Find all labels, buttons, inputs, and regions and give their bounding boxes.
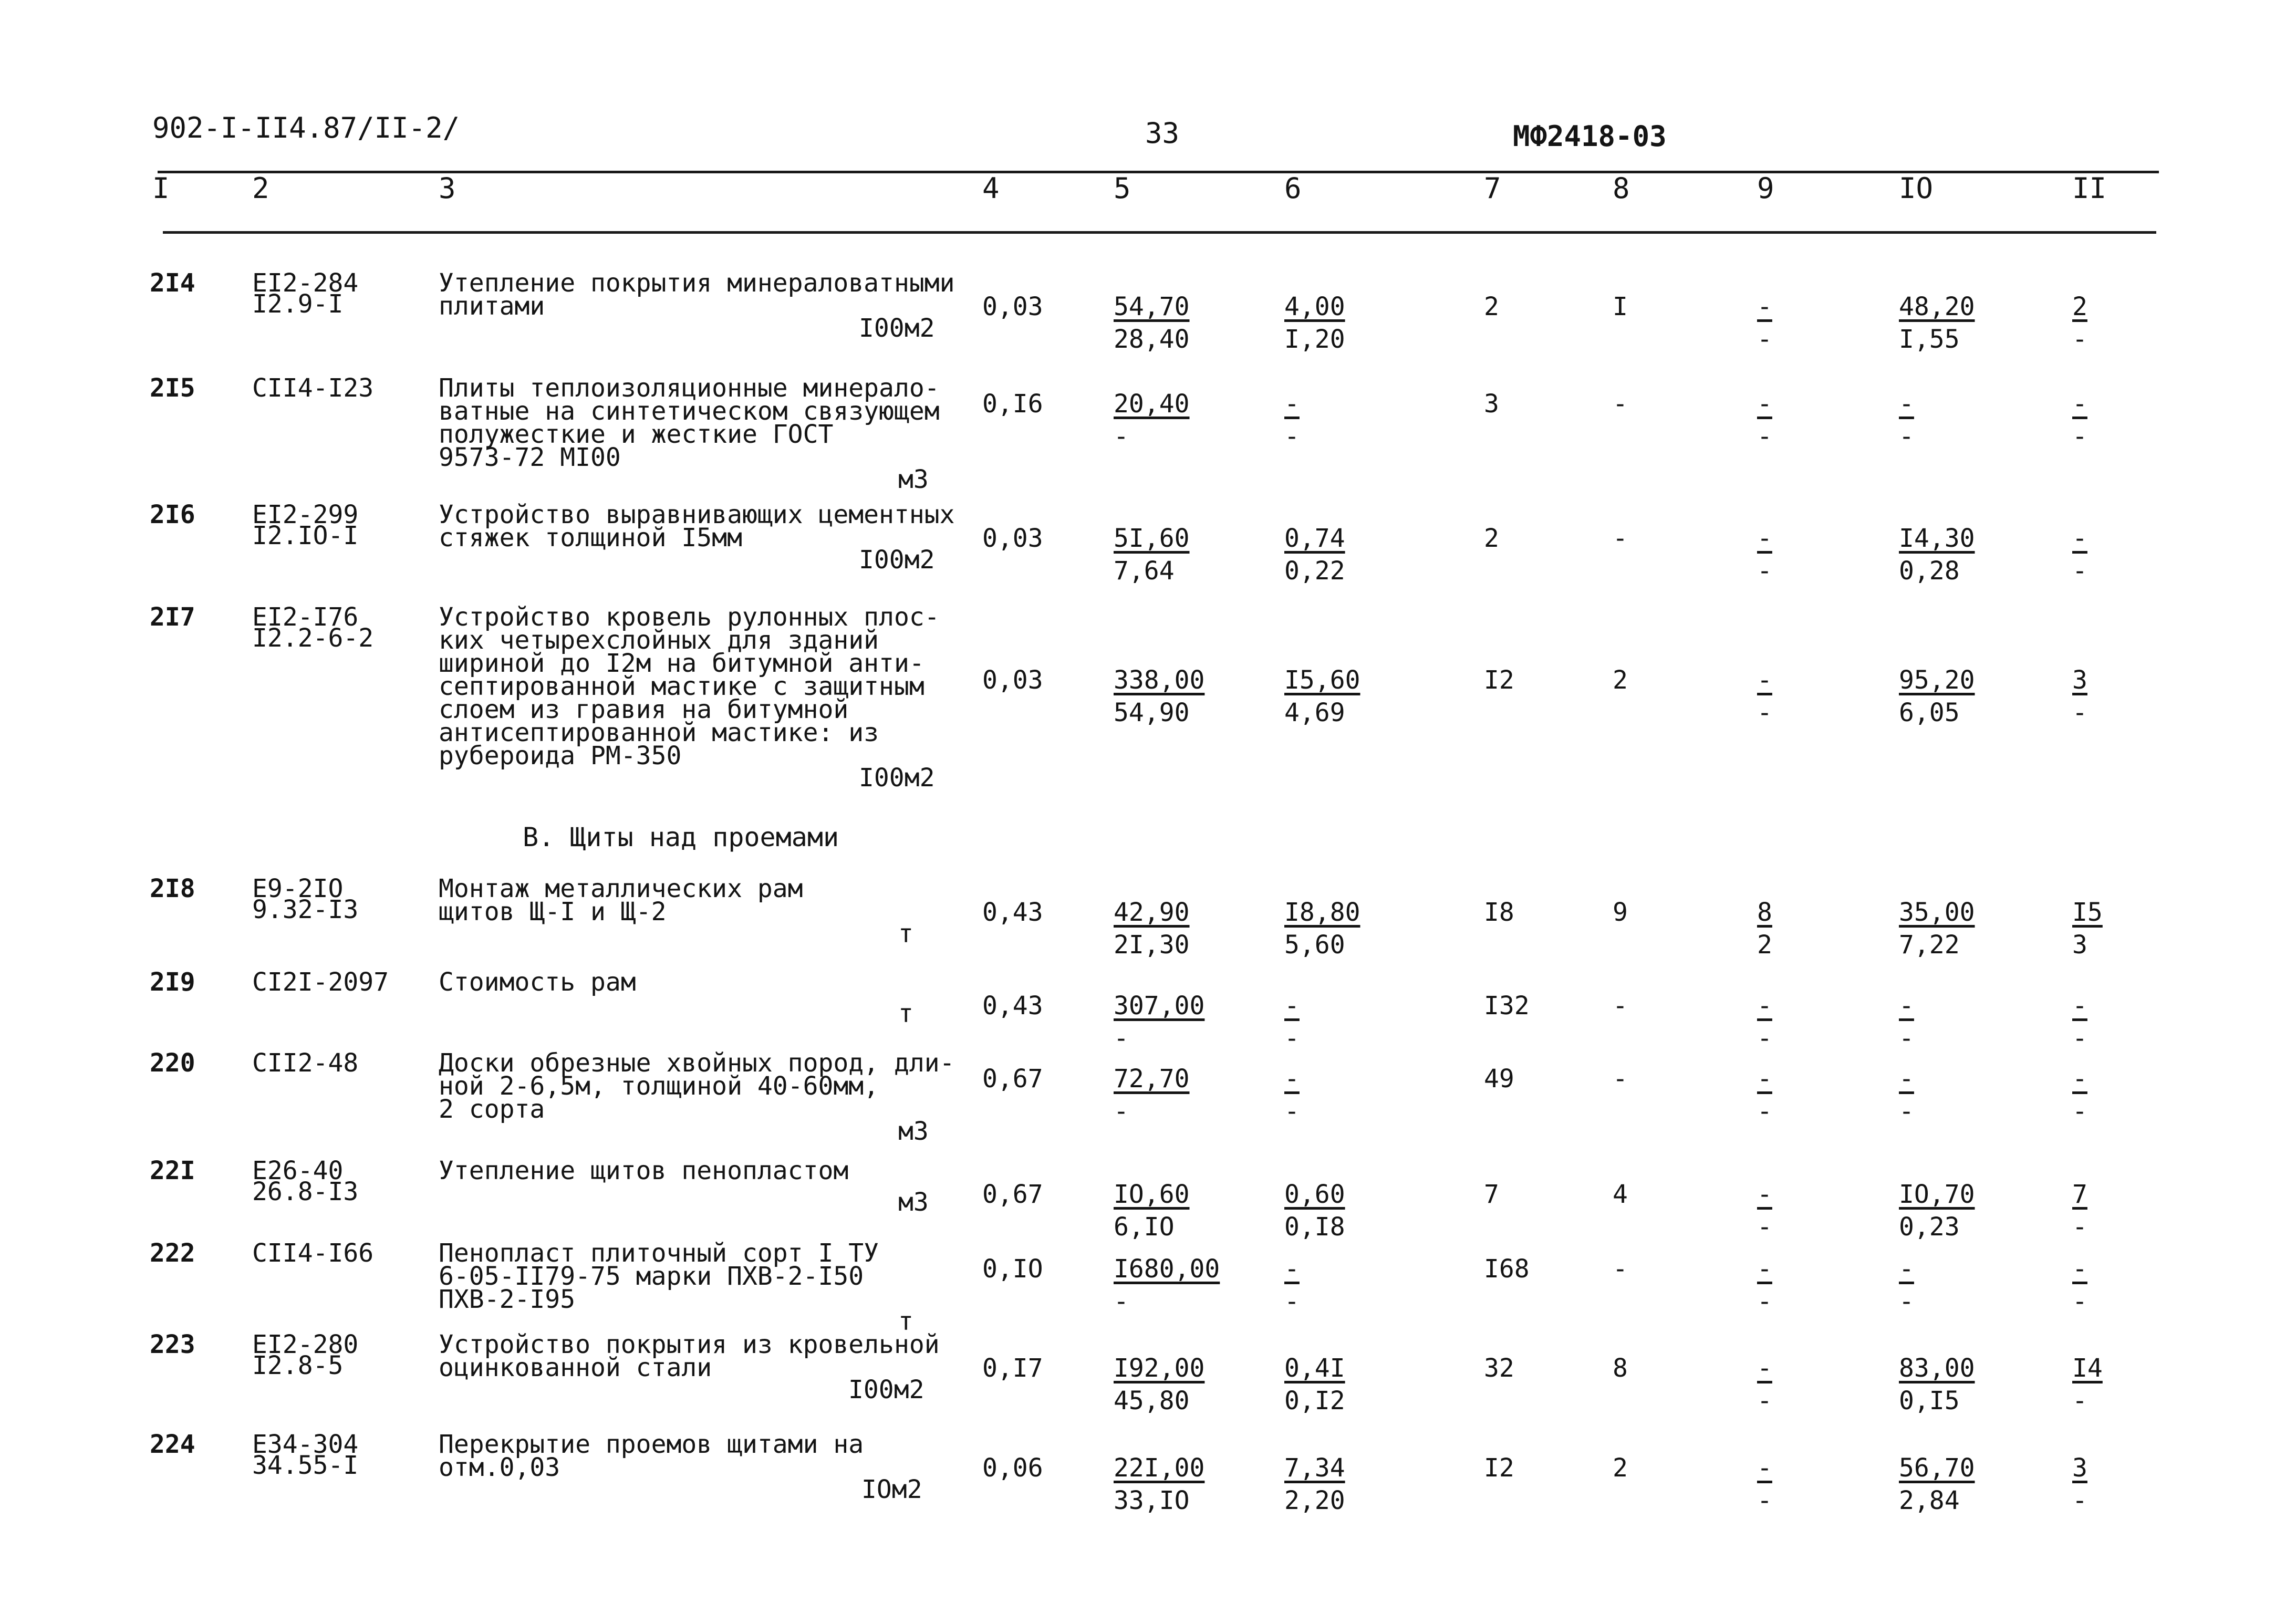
- cost-value-lower: -: [1899, 422, 1914, 451]
- resource-code: EI2-284: [252, 268, 359, 298]
- quantity: 0,43: [982, 898, 1043, 927]
- total-value: I8: [1484, 898, 1514, 927]
- cost-value-lower: I,20: [1284, 325, 1345, 354]
- cost-value: -: [1284, 389, 1300, 419]
- total-value: -: [1613, 524, 1628, 553]
- cost-value: 4,00: [1284, 292, 1345, 321]
- cost-value: 42,90: [1114, 898, 1190, 927]
- quantity: 0,67: [982, 1064, 1043, 1094]
- total-value: I2: [1484, 1453, 1514, 1483]
- description-line: Монтаж металлических рам: [439, 874, 803, 903]
- cost-value: 22I,00: [1114, 1453, 1205, 1483]
- cost-value: 20,40: [1114, 389, 1190, 419]
- cost-value: 83,00: [1899, 1354, 1975, 1383]
- description-line: рубероида РМ-350: [439, 741, 682, 771]
- description-line: шириной до I2м на битумной анти-: [439, 649, 924, 678]
- cost-value: I4: [2072, 1354, 2103, 1383]
- total-value: 32: [1484, 1354, 1514, 1383]
- description-line: стяжек толщиной I5мм: [439, 523, 742, 553]
- cost-value-lower: 2: [1757, 930, 1772, 960]
- cost-value-lower: -: [1757, 1386, 1772, 1416]
- description-line: полужесткие и жесткие ГОСТ: [439, 420, 834, 449]
- cost-value: 7: [2072, 1180, 2087, 1209]
- cost-value-lower: 33,IO: [1114, 1486, 1190, 1515]
- header-bottom-rule: [163, 231, 2156, 234]
- description-line: 9573-72 МI00: [439, 443, 621, 472]
- description-line: слоем из гравия на битумной: [439, 695, 849, 724]
- cost-value-lower: -: [1899, 1024, 1914, 1053]
- row-number: 2I6: [150, 500, 195, 529]
- cost-value: I5,60: [1284, 665, 1360, 695]
- cost-value: 0,60: [1284, 1180, 1345, 1209]
- column-number: II: [2072, 172, 2107, 205]
- row-number: 220: [150, 1048, 195, 1078]
- total-value: 9: [1613, 898, 1628, 927]
- resource-code: 26.8-I3: [252, 1177, 359, 1206]
- resource-code: 9.32-I3: [252, 895, 359, 924]
- resource-code: EI2-I76: [252, 602, 359, 632]
- quantity: 0,I6: [982, 389, 1043, 419]
- cost-value-lower: 6,05: [1899, 698, 1960, 727]
- cost-value: -: [2072, 389, 2087, 419]
- cost-value: -: [1757, 1254, 1772, 1284]
- cost-value-lower: -: [1757, 1097, 1772, 1126]
- cost-value-lower: -: [1114, 422, 1129, 451]
- section-title: В. Щиты над проемами: [523, 822, 839, 852]
- cost-value-lower: I,55: [1899, 325, 1960, 354]
- cost-value: 0,4I: [1284, 1354, 1345, 1383]
- quantity: 0,IO: [982, 1254, 1043, 1284]
- description-line: антисептированной мастике: из: [439, 718, 879, 747]
- cost-value-lower: -: [1757, 556, 1772, 586]
- column-number: 9: [1757, 172, 1774, 205]
- cost-value-lower: 7,22: [1899, 930, 1960, 960]
- description-line: Утепление щитов пенопластом: [439, 1156, 849, 1185]
- cost-value-lower: 2,84: [1899, 1486, 1960, 1515]
- description-line: 2 сорта: [439, 1095, 545, 1124]
- description-line: ких четырехслойных для зданий: [439, 626, 879, 655]
- cost-value-lower: -: [1757, 698, 1772, 727]
- total-value: I2: [1484, 665, 1514, 695]
- description-line: щитов Щ-I и Щ-2: [439, 897, 667, 927]
- description-line: септированной мастике с защитным: [439, 672, 924, 701]
- cost-value: 95,20: [1899, 665, 1975, 695]
- cost-value-lower: -: [2072, 1024, 2087, 1053]
- description-line: Доски обрезные хвойных пород, дли-: [439, 1048, 955, 1078]
- unit: т: [898, 1307, 913, 1336]
- resource-code: 34.55-I: [252, 1451, 359, 1480]
- cost-value-lower: -: [2072, 422, 2087, 451]
- cost-value: 35,00: [1899, 898, 1975, 927]
- cost-value: 8: [1757, 898, 1772, 927]
- resource-code: I2.2-6-2: [252, 623, 374, 653]
- cost-value: -: [2072, 1254, 2087, 1284]
- cost-value-lower: 4,69: [1284, 698, 1345, 727]
- cost-value: 2: [2072, 292, 2087, 321]
- cost-value: -: [1899, 991, 1914, 1021]
- description-line: Перекрытие проемов щитами на: [439, 1430, 864, 1459]
- cost-value: -: [1757, 1354, 1772, 1383]
- total-value: 2: [1613, 1453, 1628, 1483]
- row-number: 2I7: [150, 602, 195, 632]
- cost-value-lower: 28,40: [1114, 325, 1190, 354]
- cost-value: 7,34: [1284, 1453, 1345, 1483]
- total-value: 8: [1613, 1354, 1628, 1383]
- cost-value-lower: -: [2072, 325, 2087, 354]
- description-line: оцинкованной стали: [439, 1353, 712, 1382]
- total-value: 3: [1484, 389, 1499, 419]
- quantity: 0,03: [982, 524, 1043, 553]
- cost-value-lower: -: [1899, 1287, 1914, 1316]
- resource-code: CI2I-2097: [252, 967, 389, 997]
- unit: т: [898, 999, 913, 1028]
- total-value: -: [1613, 389, 1628, 419]
- column-number: 8: [1613, 172, 1630, 205]
- cost-value: 54,70: [1114, 292, 1190, 321]
- cost-value-lower: -: [1757, 1486, 1772, 1515]
- cost-value-lower: -: [2072, 1486, 2087, 1515]
- description-line: Устройство покрытия из кровельной: [439, 1330, 940, 1359]
- cost-value: -: [1899, 389, 1914, 419]
- unit: м3: [898, 1188, 929, 1217]
- resource-code: CII4-I23: [252, 373, 374, 403]
- cost-value-lower: -: [1284, 1287, 1300, 1316]
- cost-value: 48,20: [1899, 292, 1975, 321]
- quantity: 0,03: [982, 665, 1043, 695]
- cost-value: -: [1757, 1453, 1772, 1483]
- cost-value-lower: -: [1284, 1024, 1300, 1053]
- total-value: I68: [1484, 1254, 1530, 1284]
- quantity: 0,67: [982, 1180, 1043, 1209]
- description-line: ной 2-6,5м, толщиной 40-60мм,: [439, 1071, 879, 1101]
- cost-value: -: [1757, 1180, 1772, 1209]
- description-line: Стоимость рам: [439, 967, 636, 997]
- description-line: 6-05-II79-75 марки ПХВ-2-I50: [439, 1262, 864, 1291]
- description-line: Утепление покрытия минераловатными: [439, 268, 955, 298]
- resource-code: E9-2IO: [252, 874, 344, 903]
- cost-value-lower: -: [2072, 556, 2087, 586]
- cost-value-lower: -: [1757, 1287, 1772, 1316]
- resource-code: EI2-299: [252, 500, 359, 529]
- cost-value: -: [2072, 1064, 2087, 1094]
- cost-value: -: [1284, 991, 1300, 1021]
- document-stamp: МФ2418-03: [1513, 120, 1667, 153]
- row-number: 2I5: [150, 373, 195, 403]
- cost-value: -: [1757, 524, 1772, 553]
- cost-value-lower: 6,IO: [1114, 1212, 1175, 1242]
- cost-value-lower: 0,I8: [1284, 1212, 1345, 1242]
- description-line: Устройство выравнивающих цементных: [439, 500, 955, 529]
- cost-value: -: [1899, 1254, 1914, 1284]
- description-line: Плиты теплоизоляционные минерало-: [439, 373, 940, 403]
- total-value: 2: [1484, 292, 1499, 321]
- resource-code: E34-304: [252, 1430, 359, 1459]
- cost-value: -: [1757, 292, 1772, 321]
- description-line: Пенопласт плиточный сорт I ТУ: [439, 1239, 879, 1268]
- cost-value: -: [2072, 991, 2087, 1021]
- cost-value: 338,00: [1114, 665, 1205, 695]
- row-number: 224: [150, 1430, 195, 1459]
- total-value: -: [1613, 1254, 1628, 1284]
- cost-value: 56,70: [1899, 1453, 1975, 1483]
- column-number: 3: [439, 172, 456, 205]
- cost-value: -: [1284, 1064, 1300, 1094]
- total-value: 7: [1484, 1180, 1499, 1209]
- cost-value-lower: 0,22: [1284, 556, 1345, 586]
- row-number: 2I9: [150, 967, 195, 997]
- total-value: 2: [1613, 665, 1628, 695]
- row-number: 222: [150, 1239, 195, 1268]
- quantity: 0,06: [982, 1453, 1043, 1483]
- cost-value-lower: -: [2072, 1287, 2087, 1316]
- cost-value-lower: -: [1757, 325, 1772, 354]
- unit: I00м2: [848, 1375, 924, 1404]
- cost-value-lower: -: [2072, 698, 2087, 727]
- cost-value: 72,70: [1114, 1064, 1190, 1094]
- resource-code: I2.8-5: [252, 1351, 344, 1380]
- description-line: плитами: [439, 292, 545, 321]
- resource-code: CII4-I66: [252, 1239, 374, 1268]
- cost-value: 0,74: [1284, 524, 1345, 553]
- total-value: I32: [1484, 991, 1530, 1021]
- resource-code: EI2-280: [252, 1330, 359, 1359]
- cost-value-lower: -: [1114, 1287, 1129, 1316]
- resource-code: CII2-48: [252, 1048, 359, 1078]
- cost-value-lower: -: [1757, 1212, 1772, 1242]
- page-number: 33: [1145, 117, 1180, 150]
- cost-value: 3: [2072, 1453, 2087, 1483]
- cost-value-lower: 0,23: [1899, 1212, 1960, 1242]
- cost-value-lower: -: [2072, 1097, 2087, 1126]
- cost-value-lower: 2I,30: [1114, 930, 1190, 960]
- cost-value-lower: 0,28: [1899, 556, 1960, 586]
- description-line: ПХВ-2-I95: [439, 1285, 576, 1314]
- total-value: I: [1613, 292, 1628, 321]
- cost-value-lower: -: [2072, 1386, 2087, 1416]
- unit: I00м2: [859, 314, 935, 343]
- column-number: 7: [1484, 172, 1501, 205]
- unit: I00м2: [859, 763, 935, 793]
- cost-value-lower: -: [1114, 1024, 1129, 1053]
- unit: т: [898, 919, 913, 949]
- quantity: 0,03: [982, 292, 1043, 321]
- cost-value-lower: 0,I2: [1284, 1386, 1345, 1416]
- total-value: 2: [1484, 524, 1499, 553]
- cost-value-lower: 54,90: [1114, 698, 1190, 727]
- row-number: 223: [150, 1330, 195, 1359]
- cost-value: -: [1757, 991, 1772, 1021]
- cost-value-lower: 45,80: [1114, 1386, 1190, 1416]
- cost-value: 307,00: [1114, 991, 1205, 1021]
- cost-value: -: [2072, 524, 2087, 553]
- cost-value: I92,00: [1114, 1354, 1205, 1383]
- unit: IOм2: [861, 1475, 922, 1504]
- description-line: Устройство кровель рулонных плос-: [439, 602, 940, 632]
- cost-value-lower: 7,64: [1114, 556, 1175, 586]
- cost-value-lower: 5,60: [1284, 930, 1345, 960]
- column-number: 4: [982, 172, 1000, 205]
- cost-value-lower: -: [2072, 1212, 2087, 1242]
- resource-code: E26-40: [252, 1156, 344, 1185]
- cost-value: -: [1757, 665, 1772, 695]
- cost-value: I8,80: [1284, 898, 1360, 927]
- cost-value: I4,30: [1899, 524, 1975, 553]
- cost-value: 5I,60: [1114, 524, 1190, 553]
- unit: I00м2: [859, 545, 935, 575]
- cost-value-lower: 2,20: [1284, 1486, 1345, 1515]
- header-top-rule: [158, 171, 2159, 173]
- total-value: -: [1613, 991, 1628, 1021]
- cost-value-lower: -: [1114, 1097, 1129, 1126]
- cost-value: -: [1899, 1064, 1914, 1094]
- cost-value-lower: -: [1899, 1097, 1914, 1126]
- total-value: 4: [1613, 1180, 1628, 1209]
- cost-value: 3: [2072, 665, 2087, 695]
- quantity: 0,43: [982, 991, 1043, 1021]
- total-value: 49: [1484, 1064, 1514, 1094]
- cost-value-lower: 3: [2072, 930, 2087, 960]
- cost-value-lower: -: [1757, 1024, 1772, 1053]
- unit: м3: [898, 1117, 929, 1146]
- column-number: 5: [1114, 172, 1131, 205]
- cost-value: I680,00: [1114, 1254, 1220, 1284]
- total-value: -: [1613, 1064, 1628, 1094]
- column-number: 6: [1284, 172, 1302, 205]
- cost-value-lower: 0,I5: [1899, 1386, 1960, 1416]
- row-number: 2I8: [150, 874, 195, 903]
- cost-value: -: [1284, 1254, 1300, 1284]
- unit: м3: [898, 465, 929, 494]
- cost-value: IO,70: [1899, 1180, 1975, 1209]
- cost-value: IO,60: [1114, 1180, 1190, 1209]
- column-number: 2: [252, 172, 269, 205]
- cost-value-lower: -: [1757, 422, 1772, 451]
- description-line: отм.0,03: [439, 1453, 560, 1482]
- column-number: IO: [1899, 172, 1934, 205]
- document-code: 902-I-II4.87/II-2/: [152, 111, 460, 144]
- resource-code: I2.IO-I: [252, 521, 359, 550]
- cost-value: -: [1757, 389, 1772, 419]
- column-number: I: [152, 172, 170, 205]
- quantity: 0,I7: [982, 1354, 1043, 1383]
- resource-code: I2.9-I: [252, 289, 344, 319]
- cost-value: I5: [2072, 898, 2103, 927]
- cost-value-lower: -: [1284, 422, 1300, 451]
- row-number: 22I: [150, 1156, 195, 1185]
- cost-value-lower: -: [1284, 1097, 1300, 1126]
- description-line: ватные на синтетическом связующем: [439, 397, 940, 426]
- row-number: 2I4: [150, 268, 195, 298]
- cost-value: -: [1757, 1064, 1772, 1094]
